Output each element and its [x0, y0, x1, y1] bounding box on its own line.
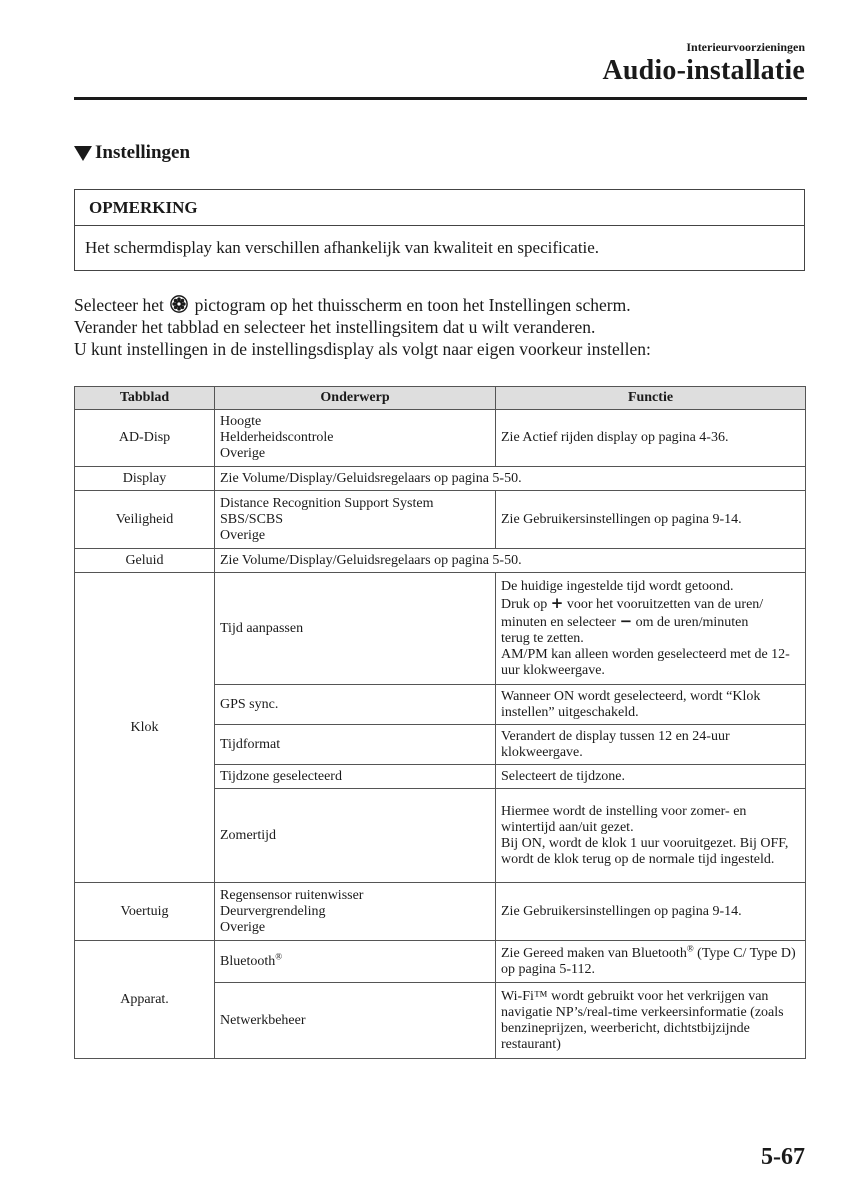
subject-cell: [215, 883, 496, 941]
subject-cell: Tijdformat: [215, 725, 496, 765]
subject-item: SBS/SCBS: [220, 511, 284, 527]
function-cell: Wi-Fi™ wordt gebruikt voor het verkrijgen van navigatie NP’s/real-time verkeersinformatie (zoals benzineprijzen, weerbericht, dichtstbijzijnde restaurant): [496, 983, 806, 1059]
function-text: De huidige ingestelde tijd wordt getoond.: [501, 578, 734, 594]
registered-mark: ®: [275, 950, 283, 961]
note-box: [74, 189, 805, 271]
subject-cell: [215, 491, 496, 549]
subject-cell: Zie Volume/Display/Geluidsregelaars op pagina 5-50.: [215, 549, 806, 573]
tab-cell: AD-Disp: [75, 410, 215, 467]
function-cell: Zie Gebruikersinstellingen op pagina 9-14.: [496, 491, 806, 549]
intro-line-3: U kunt instellingen in de instellingsdisplay als volgt naar eigen voorkeur instellen:: [74, 339, 651, 359]
subject-item: Hoogte: [220, 414, 262, 429]
function-cell: Zie Gereed maken van Bluetooth® (Type C/ Type D) op pagina 5-112.: [496, 941, 806, 983]
intro-text: [74, 294, 651, 360]
subject-cell: [215, 410, 496, 467]
subject-item: Overige: [220, 919, 266, 935]
function-text: terug te zetten.: [501, 630, 584, 646]
function-cell: Zie Gebruikersinstellingen op pagina 9-14.: [496, 883, 806, 941]
note-body: Het schermdisplay kan verschillen afhankelijk van kwaliteit en specificatie.: [85, 238, 600, 257]
subject-cell: GPS sync.: [215, 685, 496, 725]
header-rule: [74, 97, 807, 100]
subject-cell: Tijdzone geselecteerd: [215, 765, 496, 789]
subject-item: Helderheidscontrole: [220, 430, 334, 445]
subject-item: Bluetooth: [220, 953, 276, 969]
page-title: Audio-installatie: [602, 55, 805, 86]
triangle-down-icon: [74, 146, 92, 161]
function-text: Druk op + voor het vooruitzetten van de uren/: [501, 593, 764, 612]
col-header-function: Functie: [496, 387, 806, 410]
col-header-subject: Onderwerp: [215, 387, 496, 410]
function-cell: Selecteert de tijdzone.: [496, 765, 806, 789]
subject-cell: Tijd aanpassen: [215, 573, 496, 685]
settings-table: [74, 386, 806, 1059]
subject-cell: Netwerkbeheer: [215, 983, 496, 1059]
table-row: [75, 573, 806, 685]
tab-cell: Geluid: [75, 549, 215, 573]
intro-line-1: [74, 294, 651, 316]
function-text: Bij ON, wordt de klok 1 uur vooruitgezet. Bij OFF, wordt de klok terug op de normale tijd ingesteld.: [501, 835, 789, 867]
tab-cell: Veiligheid: [75, 491, 215, 549]
intro-line-2: Verander het tabblad en selecteer het instellingsitem dat u wilt veranderen.: [74, 317, 596, 337]
table-row: [75, 491, 806, 549]
table-row: [75, 941, 806, 983]
tab-cell: Display: [75, 467, 215, 491]
plus-icon: +: [550, 593, 564, 612]
tab-cell: Voertuig: [75, 883, 215, 941]
registered-mark: ®: [686, 942, 694, 953]
table-row: [75, 549, 806, 573]
function-cell: [496, 789, 806, 883]
function-cell: [496, 573, 806, 685]
chapter-label: Interieurvoorzieningen: [686, 40, 805, 54]
function-text: AM/PM kan alleen worden geselecteerd met de 12-uur klokweergave.: [501, 646, 790, 678]
function-cell: Wanneer ON wordt geselecteerd, wordt “Klok instellen” uitgeschakeld.: [496, 685, 806, 725]
subject-item: Distance Recognition Support System: [220, 495, 434, 511]
function-cell: Zie Actief rijden display op pagina 4-36.: [496, 410, 806, 467]
subject-item: Deurvergrendeling: [220, 903, 326, 919]
subject-cell: Zie Volume/Display/Geluidsregelaars op pagina 5-50.: [215, 467, 806, 491]
subject-cell: [215, 941, 496, 983]
table-row: [75, 883, 806, 941]
intro-line-1b: pictogram op het thuisscherm en toon het Instellingen scherm.: [194, 295, 631, 315]
intro-line-1a: Selecteer het: [74, 295, 164, 315]
gear-icon: [170, 295, 188, 313]
tab-cell: Klok: [75, 573, 215, 883]
col-header-tab: Tabblad: [75, 387, 215, 410]
section-heading-text: Instellingen: [95, 142, 191, 163]
subject-item: Overige: [220, 446, 266, 461]
minus-icon: −: [619, 611, 633, 630]
subject-cell: Zomertijd: [215, 789, 496, 883]
subject-item: Overige: [220, 527, 266, 543]
tab-cell: Apparat.: [75, 941, 215, 1059]
function-text: Hiermee wordt de instelling voor zomer- en wintertijd aan/uit gezet.: [501, 803, 747, 835]
note-title: OPMERKING: [75, 190, 804, 226]
table-row: [75, 467, 806, 491]
subject-item: Regensensor ruitenwisser: [220, 887, 364, 903]
table-header-row: [75, 387, 806, 410]
table-row: [75, 410, 806, 467]
function-text: minuten en selecteer − om de uren/minuten: [501, 611, 749, 630]
page-number: 5-67: [761, 1144, 805, 1170]
function-cell: Verandert de display tussen 12 en 24-uur klokweergave.: [496, 725, 806, 765]
section-heading: [74, 142, 190, 164]
